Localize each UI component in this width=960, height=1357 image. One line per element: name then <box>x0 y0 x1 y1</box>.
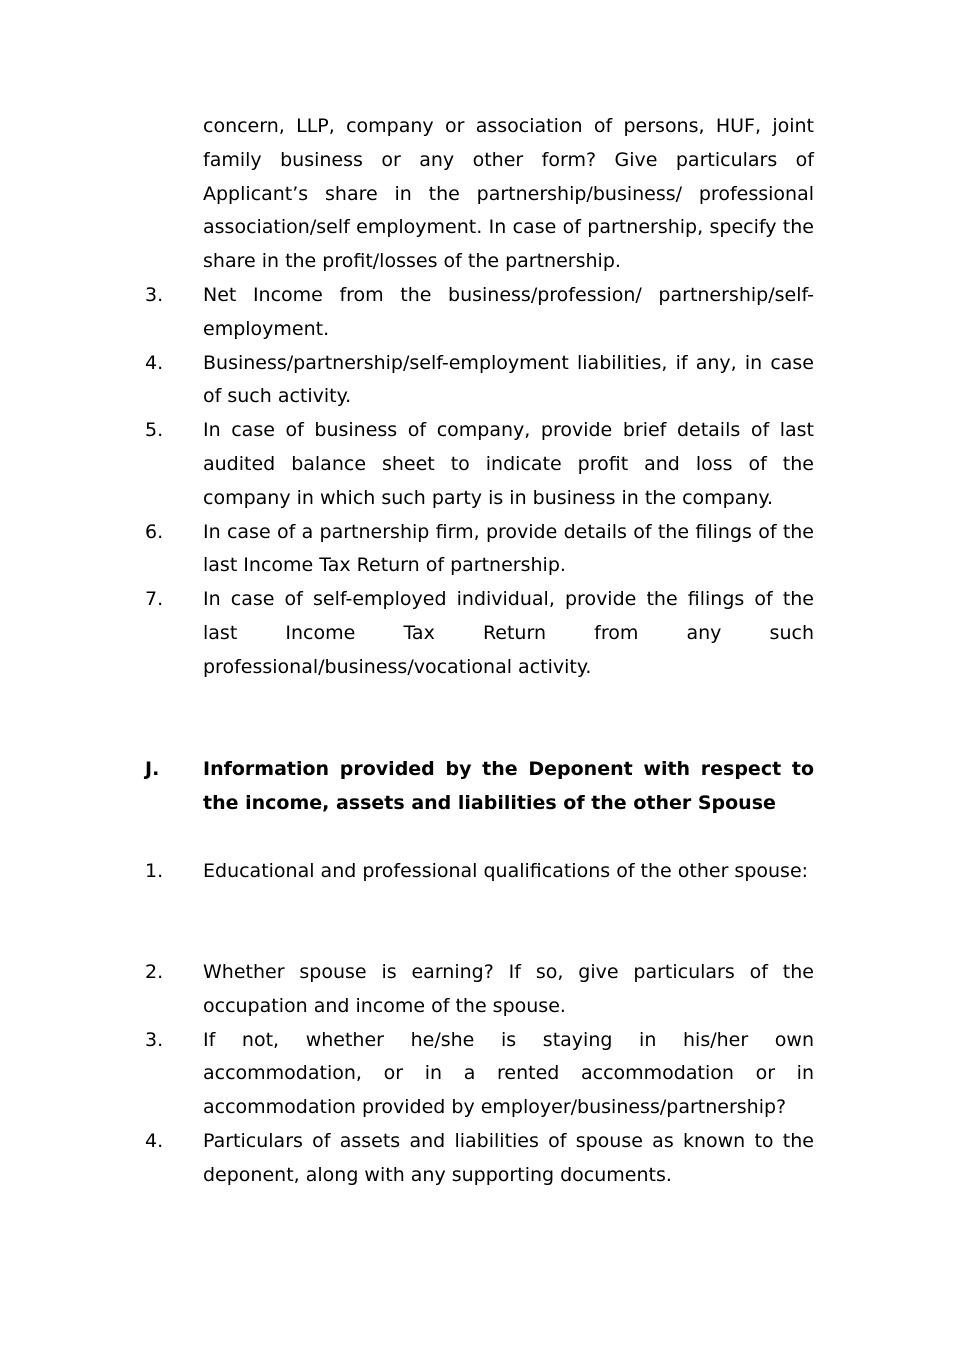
item-text: If not, whether he/she is staying in his/her own accommodation, or in a rented accommodation or in accommodation provided by employer/business/partnership? <box>203 1028 814 1119</box>
list-item <box>145 1024 814 1125</box>
item-text: Net Income from the business/profession/ partnership/self-employment. <box>203 283 814 340</box>
item-number: 5. <box>145 419 164 442</box>
list-item <box>145 516 814 584</box>
item-text: In case of business of company, provide brief details of last audited balance sheet to indicate profit and loss of the company in which such party is in business in the company. <box>203 419 814 509</box>
item-text: Educational and professional qualifications of the other spouse: <box>203 860 809 882</box>
list-item <box>145 414 814 515</box>
item-number: 1. <box>145 860 164 882</box>
item-number: 4. <box>145 351 164 374</box>
item-text: Whether spouse is earning? If so, give particulars of the occupation and income of the spouse. <box>203 961 814 1017</box>
continuation-text: concern, LLP, company or association of persons, HUF, joint family business or any other form? Give particulars of Applicant’s share in the partnership/business/ professional association/self employment. In case of partnership, specify the share in the profit/losses of the partnership. <box>203 115 814 273</box>
section-letter: J. <box>145 758 160 780</box>
item-number: 6. <box>145 520 164 543</box>
item-number: 2. <box>145 961 164 983</box>
item-text: In case of a partnership firm, provide details of the filings of the last Income Tax Return of partnership. <box>203 520 814 577</box>
list-item <box>145 583 814 684</box>
section-i-continued <box>145 110 814 685</box>
list-item <box>145 347 814 415</box>
list-item <box>145 279 814 347</box>
item-text: Business/partnership/self-employment liabilities, if any, in case of such activity. <box>203 351 814 408</box>
section-j-heading <box>145 753 814 821</box>
continuation-paragraph <box>145 110 814 279</box>
item-text: Particulars of assets and liabilities of spouse as known to the deponent, along with any supporting documents. <box>203 1129 814 1186</box>
section-j-items-rest <box>145 956 814 1193</box>
item-number: 4. <box>145 1129 164 1152</box>
section-heading <box>145 753 814 821</box>
section-j-item-1 <box>145 855 814 889</box>
list-item <box>145 855 814 889</box>
list-item <box>145 956 814 1024</box>
item-number: 7. <box>145 588 164 611</box>
item-text: In case of self-employed individual, provide the filings of the last Income Tax Return from any such professional/business/vocational activity. <box>203 588 814 678</box>
item-number: 3. <box>145 1028 164 1051</box>
section-title: Information provided by the Deponent with respect to the income, assets and liabilities of the other Spouse <box>203 758 814 814</box>
list-item <box>145 1125 814 1193</box>
item-number: 3. <box>145 283 164 306</box>
